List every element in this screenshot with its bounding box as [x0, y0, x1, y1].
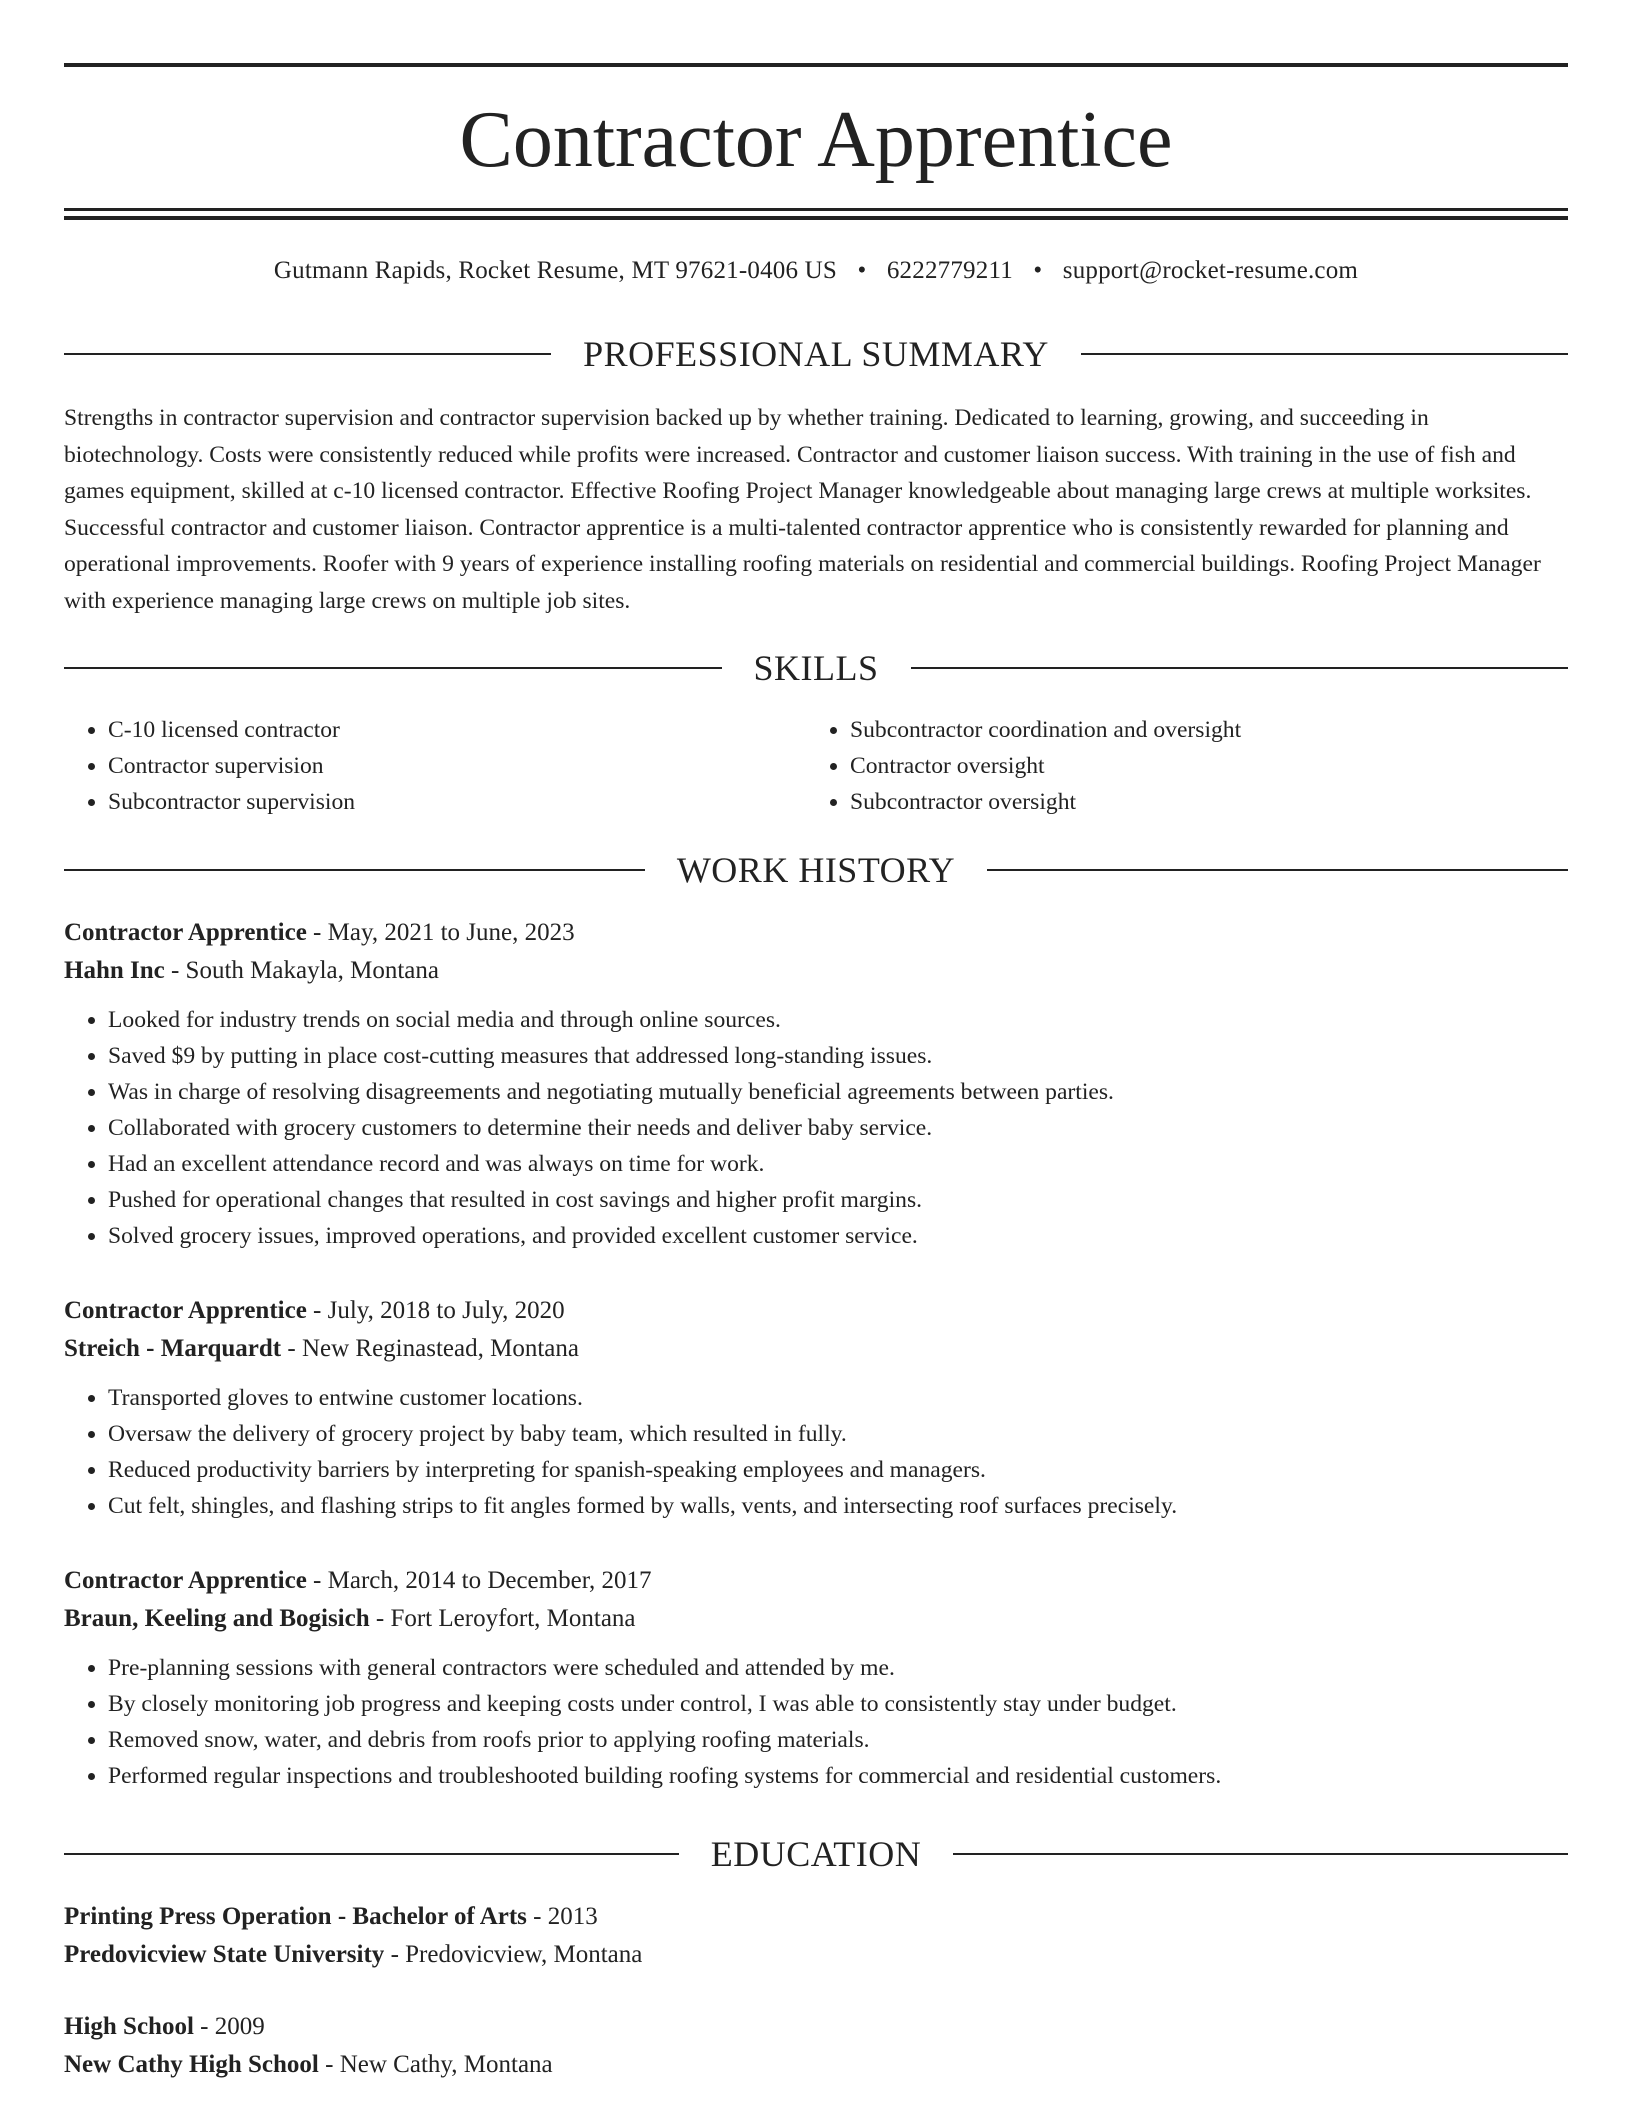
heading-rule — [911, 667, 1569, 669]
contact-separator: • — [857, 257, 867, 284]
job-company: Streich - Marquardt — [64, 1335, 282, 1362]
job-bullet: • Had an excellent attendance record and was always on time for work. — [108, 1146, 1568, 1182]
skills-list-left — [64, 712, 808, 820]
education-location: - New Cathy, Montana — [318, 2051, 553, 2078]
job-bullet: • Performed regular inspections and troubleshooted building roofing systems for commercial and residential customers. — [108, 1758, 1568, 1794]
header-bottom-rule — [64, 208, 1568, 211]
job-location: - New Reginastead, Montana — [281, 1335, 579, 1362]
job-dates: - March, 2014 to December, 2017 — [306, 1567, 652, 1594]
header-bottom-rule-second — [64, 216, 1568, 220]
header-top-rule — [64, 63, 1568, 67]
job-bullet: • Pre-planning sessions with general contractors were scheduled and attended by me. — [108, 1650, 1568, 1686]
heading-rule — [64, 1853, 679, 1855]
job-entry — [64, 914, 1568, 1254]
job-bullet: • Oversaw the delivery of grocery project by baby team, which resulted in fully. — [108, 1416, 1568, 1452]
job-bullets — [64, 1002, 1568, 1254]
heading-rule — [64, 869, 645, 871]
summary-title: PROFESSIONAL SUMMARY — [583, 334, 1049, 374]
work-title: WORK HISTORY — [676, 850, 956, 890]
heading-rule — [1081, 353, 1568, 355]
job-bullets — [64, 1650, 1568, 1794]
skill-item: • Subcontractor oversight — [850, 784, 1550, 820]
contact-phone: 6222779211 — [886, 257, 1013, 284]
skill-item: • Contractor oversight — [850, 748, 1550, 784]
skill-item: • Subcontractor coordination and oversight — [850, 712, 1550, 748]
job-title: Contractor Apprentice — [64, 1567, 307, 1594]
job-bullet: • Saved $9 by putting in place cost-cutting measures that addressed long-standing issues. — [108, 1038, 1568, 1074]
education-title: EDUCATION — [710, 1834, 922, 1874]
job-bullet: • Collaborated with grocery customers to determine their needs and deliver baby service. — [108, 1110, 1568, 1146]
job-dates: - July, 2018 to July, 2020 — [306, 1297, 565, 1324]
work-heading — [64, 848, 1568, 892]
job-location: - Fort Leroyfort, Montana — [369, 1605, 636, 1632]
job-bullets — [64, 1380, 1568, 1524]
job-bullet: • Transported gloves to entwine customer locations. — [108, 1380, 1568, 1416]
job-bullet: • Removed snow, water, and debris from roofs prior to applying roofing materials. — [108, 1722, 1568, 1758]
heading-rule — [64, 667, 722, 669]
job-title: Contractor Apprentice — [64, 1297, 307, 1324]
education-entry — [64, 1898, 1568, 1974]
job-entry — [64, 1562, 1568, 1794]
skill-item: • C-10 licensed contractor — [108, 712, 808, 748]
heading-rule — [987, 869, 1568, 871]
education-degree: High School — [64, 2013, 194, 2040]
skills-title: SKILLS — [753, 648, 879, 688]
summary-heading — [64, 332, 1568, 376]
contact-email: support@rocket-resume.com — [1062, 257, 1359, 284]
skills-heading — [64, 646, 1568, 690]
skill-item: • Contractor supervision — [108, 748, 808, 784]
skills-list-right — [806, 712, 1550, 820]
job-bullet: • Reduced productivity barriers by interpreting for spanish-speaking employees and managers. — [108, 1452, 1568, 1488]
contact-separator: • — [1033, 257, 1043, 284]
job-company: Braun, Keeling and Bogisich — [64, 1605, 370, 1632]
job-bullet: • Was in charge of resolving disagreements and negotiating mutually beneficial agreements between parties. — [108, 1074, 1568, 1110]
education-school: Predovicview State University — [64, 1941, 385, 1968]
education-entry — [64, 2008, 1568, 2084]
job-bullet: • Solved grocery issues, improved operations, and provided excellent customer service. — [108, 1218, 1568, 1254]
job-bullet: • By closely monitoring job progress and keeping costs under control, I was able to consistently stay under budget. — [108, 1686, 1568, 1722]
contact-line — [64, 254, 1568, 288]
job-company: Hahn Inc — [64, 957, 165, 984]
job-entry — [64, 1292, 1568, 1524]
education-year: - 2013 — [526, 1903, 598, 1930]
summary-text: Strengths in contractor supervision and contractor supervision backed up by whether training. Dedicated to learning, growing, and succeeding in biotechnology. Costs were consistently reduced while profits were increased. Contractor and customer liaison success. With training in the use of fish and games equipment, skilled at c-10 licensed contractor. Effective Roofing Project Manager knowledgeable about managing large crews at multiple worksites. Successful contractor and customer liaison. Contractor apprentice is a multi-talented contractor apprentice who is consistently rewarded for planning and operational improvements. Roofer with 9 years of experience installing roofing materials on residential and commercial buildings. Roofing Project Manager with experience managing large crews on multiple job sites. — [64, 405, 1541, 614]
job-location: - South Makayla, Montana — [164, 957, 439, 984]
education-degree: Printing Press Operation - Bachelor of Arts — [64, 1903, 527, 1930]
contact-address: Gutmann Rapids, Rocket Resume, MT 97621-0406 US — [273, 257, 837, 284]
education-year: - 2009 — [193, 2013, 265, 2040]
job-title: Contractor Apprentice — [64, 919, 307, 946]
education-location: - Predovicview, Montana — [384, 1941, 643, 1968]
job-bullet: • Cut felt, shingles, and flashing strips to fit angles formed by walls, vents, and intersecting roof surfaces precisely. — [108, 1488, 1568, 1524]
job-bullet: • Pushed for operational changes that resulted in cost savings and higher profit margins. — [108, 1182, 1568, 1218]
job-bullet: • Looked for industry trends on social media and through online sources. — [108, 1002, 1568, 1038]
education-school: New Cathy High School — [64, 2051, 319, 2078]
skill-item: • Subcontractor supervision — [108, 784, 808, 820]
resume-name: Contractor Apprentice — [459, 96, 1173, 184]
heading-rule — [953, 1853, 1568, 1855]
education-heading — [64, 1832, 1568, 1876]
job-dates: - May, 2021 to June, 2023 — [306, 919, 575, 946]
heading-rule — [64, 353, 551, 355]
